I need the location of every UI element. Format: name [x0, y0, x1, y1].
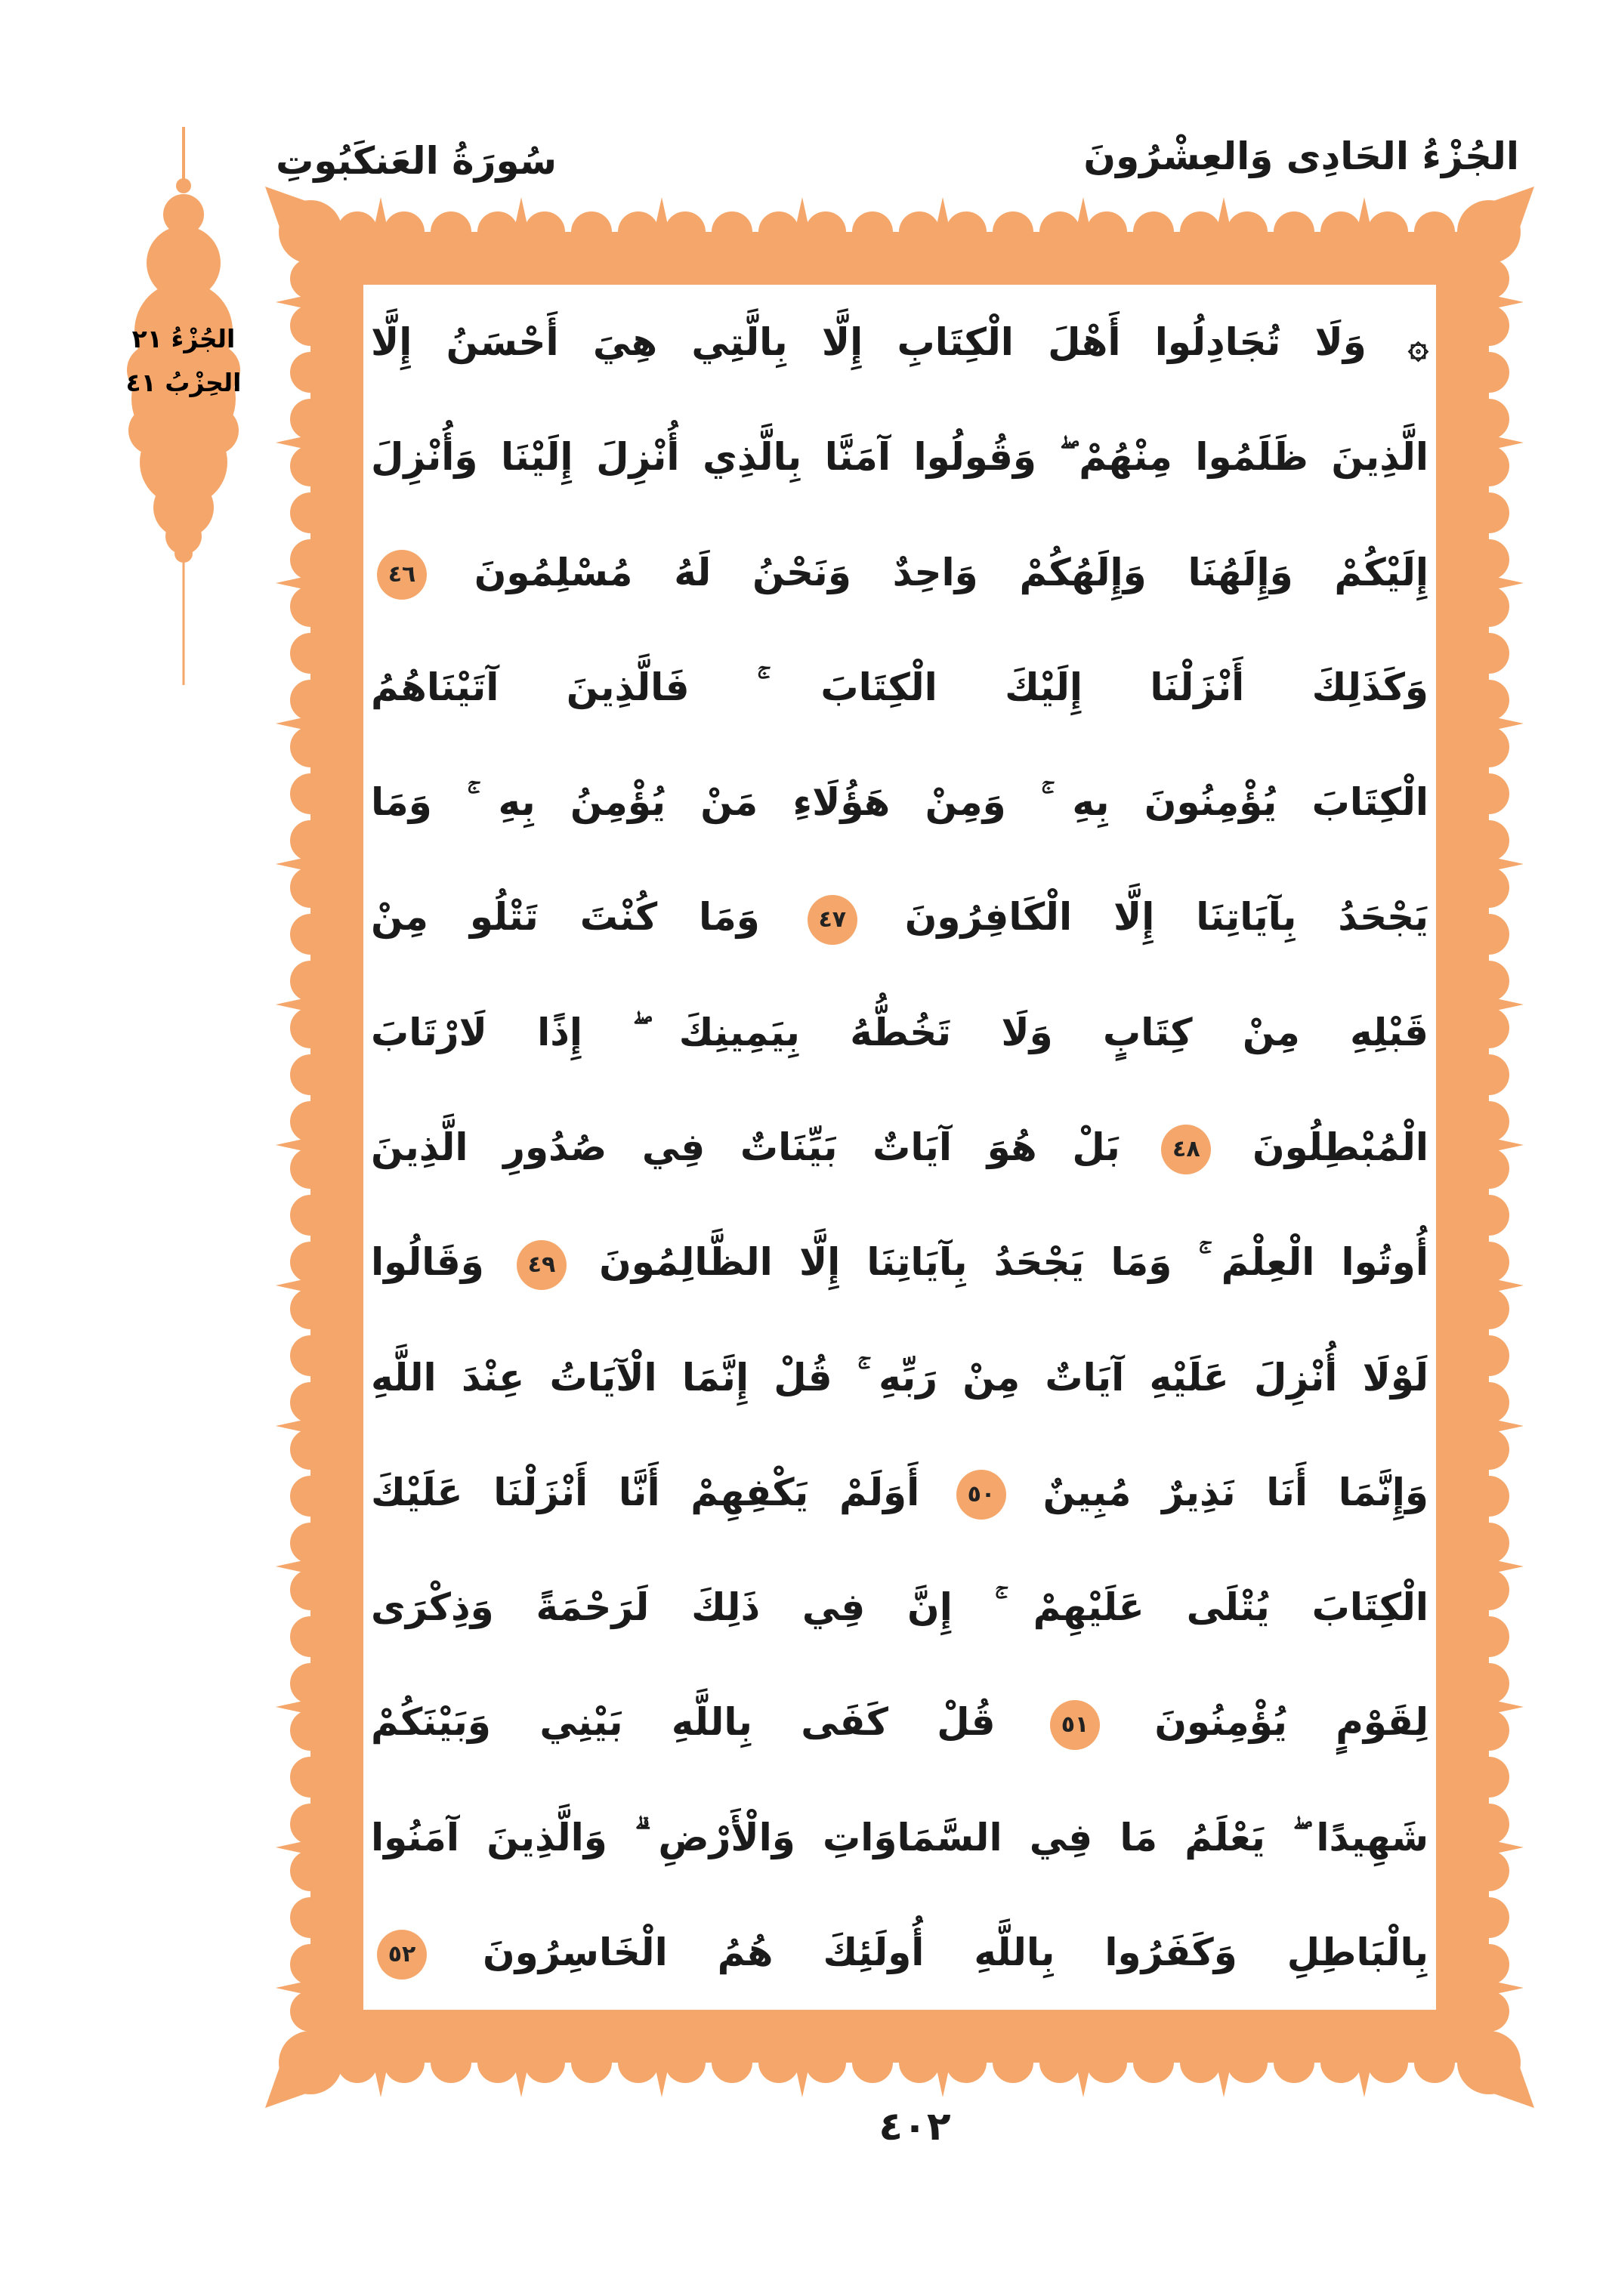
aya-number-marker: ٥١: [1050, 1700, 1100, 1750]
page-number: ٤٠٢: [879, 2104, 951, 2149]
quran-line: [363, 515, 1436, 630]
medallion-juz-label: الجُزْءُ ٢١: [131, 324, 236, 353]
quran-text-segment: وَلَا تُجَادِلُوا أَهْلَ الْكِتَابِ إِلَّا بِالَّتِي هِيَ أَحْسَنُ إِلَّا: [371, 320, 1367, 364]
quran-line: [363, 1780, 1436, 1895]
quran-text-segment: بِالْبَاطِلِ وَكَفَرُوا بِاللَّهِ أُولَئِكَ هُمُ الْخَاسِرُونَ: [482, 1930, 1428, 1974]
quran-line: [363, 285, 1436, 400]
quran-line: [363, 1550, 1436, 1665]
aya-number-marker: ٥٢: [377, 1930, 427, 1980]
quran-line: [363, 1205, 1436, 1319]
quran-line: [363, 745, 1436, 859]
quran-text-segment: الْمُبْطِلُونَ: [1252, 1125, 1428, 1169]
quran-text-area: [363, 285, 1436, 2010]
quran-line: [363, 1435, 1436, 1550]
quran-text-segment: الَّذِينَ ظَلَمُوا مِنْهُمْ ۖ وَقُولُوا آمَنَّا بِالَّذِي أُنْزِلَ إِلَيْنَا وَأُنْزِلَ: [371, 435, 1428, 480]
quran-text-segment: يَجْحَدُ بِآيَاتِنَا إِلَّا الْكَافِرُونَ: [904, 895, 1428, 940]
quran-text-segment: وَإِنَّمَا أَنَا نَذِيرٌ مُبِينٌ: [1042, 1470, 1428, 1514]
quran-line: [363, 975, 1436, 1090]
quran-line: [363, 1895, 1436, 2010]
juz-hizb-medallion: [98, 121, 272, 695]
quran-text-segment: شَهِيدًا ۖ يَعْلَمُ مَا فِي السَّمَاوَاتِ وَالْأَرْضِ ۗ وَالَّذِينَ آمَنُوا: [371, 1815, 1428, 1859]
juz-header: الجُزْءُ الحَادِى وَالعِشْرُونَ: [1083, 134, 1519, 178]
quran-text-segment: الْكِتَابَ يُتْلَى عَلَيْهِمْ ۚ إِنَّ فِي ذَلِكَ لَرَحْمَةً وَذِكْرَى: [371, 1585, 1428, 1630]
quran-line: [363, 1665, 1436, 1779]
quran-line: [363, 1320, 1436, 1435]
aya-number-marker: ٥٠: [956, 1470, 1006, 1520]
surah-header: سُورَةُ العَنكَبُوتِ: [276, 139, 557, 183]
medallion-ornament: [127, 127, 240, 685]
quran-text-segment: بَلْ هُوَ آيَاتٌ بَيِّنَاتٌ فِي صُدُورِ الَّذِينَ: [371, 1125, 1120, 1169]
quran-line: [363, 1090, 1436, 1205]
quran-text-segment: وَقَالُوا: [371, 1240, 484, 1285]
quran-text-segment: الْكِتَابَ يُؤْمِنُونَ بِهِ ۚ وَمِنْ هَؤُلَاءِ مَنْ يُؤْمِنُ بِهِ ۚ وَمَا: [371, 780, 1428, 825]
quran-text-segment: لَوْلَا أُنْزِلَ عَلَيْهِ آيَاتٌ مِنْ رَبِّهِ ۚ قُلْ إِنَّمَا الْآيَاتُ عِنْدَ اللَّهِ: [371, 1355, 1428, 1400]
quran-line: [363, 859, 1436, 974]
quran-text-segment: أَوَلَمْ يَكْفِهِمْ أَنَّا أَنْزَلْنَا عَلَيْكَ: [371, 1470, 920, 1514]
quran-text-segment: إِلَيْكُمْ وَإِلَهُنَا وَإِلَهُكُمْ وَاحِدٌ وَنَحْنُ لَهُ مُسْلِمُونَ: [474, 550, 1428, 594]
quran-line: [363, 400, 1436, 514]
quran-text-segment: لِقَوْمٍ يُؤْمِنُونَ: [1154, 1700, 1428, 1745]
quran-text-segment: قُلْ كَفَى بِاللَّهِ بَيْنِي وَبَيْنَكُمْ: [371, 1700, 996, 1745]
aya-number-marker: ٤٨: [1161, 1125, 1211, 1174]
quran-text-segment: قَبْلِهِ مِنْ كِتَابٍ وَلَا تَخُطُّهُ بِيَمِينِكَ ۖ إِذًا لَارْتَابَ: [371, 1010, 1428, 1054]
quran-line: [363, 630, 1436, 745]
aya-number-marker: ٤٧: [808, 895, 857, 945]
aya-number-marker: ٤٩: [517, 1240, 567, 1290]
quran-text-segment: وَمَا كُنْتَ تَتْلُو مِنْ: [371, 895, 760, 940]
quran-text-segment: أُوتُوا الْعِلْمَ ۚ وَمَا يَجْحَدُ بِآيَاتِنَا إِلَّا الظَّالِمُونَ: [599, 1240, 1428, 1285]
rub-el-hizb-icon: ۞: [1408, 324, 1428, 366]
medallion-hizb-label: الحِزْبُ ٤١: [125, 368, 242, 397]
quran-text-segment: وَكَذَلِكَ أَنْزَلْنَا إِلَيْكَ الْكِتَابَ ۚ فَالَّذِينَ آتَيْنَاهُمُ: [371, 665, 1428, 709]
aya-number-marker: ٤٦: [377, 550, 427, 600]
